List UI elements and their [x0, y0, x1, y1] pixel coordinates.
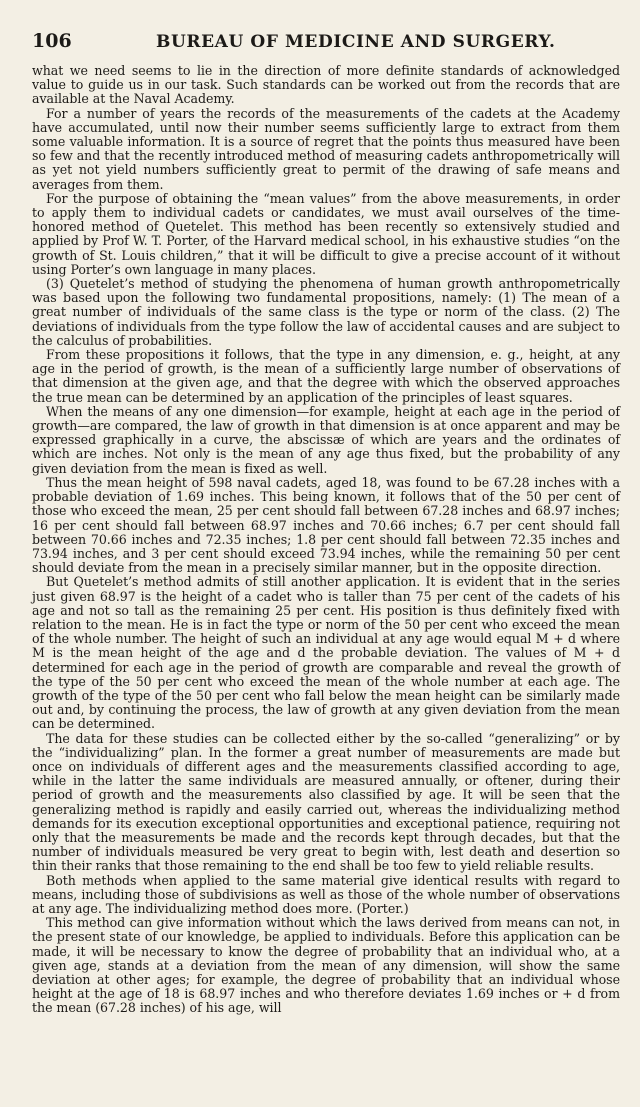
running-head [32, 30, 620, 56]
paragraph: This method can give information without which the laws derived from means can not, in the present state of our knowledge, be applied to individuals. Before this application can be made, it will be necessary to know the degree of probability that an individual who, at a given age, stands at a deviation from the mean of any dimension, will show the same deviation at other ages; for example, the degree of probability that an individual whose height at the age of 18 is 68.97 inches and who therefore deviates 1.69 inches or + d from the mean (67.28 inches) of his age, will [32, 915, 620, 1016]
paragraph: (3) Quetelet’s method of studying the phenomena of human growth anthropometrically was based upon the following two fundamental propositions, namely: (1) The mean of a great number of individuals of the same class is the type or norm of the class. (2) The deviations of individuals from the type follow the law of accidental causes and are subject to the calculus of probabilities. [32, 276, 620, 348]
paragraph: When the means of any one dimension—for example, height at each age in the period of growth—are compared, the law of growth in that dimension is at once apparent and may be expressed graphically in a curve, the abscissæ of which are years and the ordinates of which are inches. Not only is the mean of any age thus fixed, but the probability of any given deviation from the mean is fixed as well. [32, 403, 620, 476]
body-text [32, 64, 620, 1016]
page-number: 106 [32, 30, 72, 52]
paragraph: Both methods when applied to the same material give identical results with regard to means, including those of subdivisions as well as those of the whole number of observations at any age. The individualizing method does more. (Porter.) [32, 872, 620, 916]
paragraph: But Quetelet’s method admits of still another application. It is evident that in the series just given 68.97 is the height of a cadet who is taller than 75 per cent of the cadets of his age and not so tall as the remaining 25 per cent. His position is thus definitely fixed with relation to the mean. He is in fact the type or norm of the 50 per cent who exceed the mean of the whole number. The height of such an individual at any age would equal M + d where M is the mean height of the age and d the probable deviation. The values of M + d determined for each age in the period of growth are comparable and reveal the growth of the type of the 50 per cent who exceed the mean of the whole number at each age. The growth of the type of the 50 per cent who fall below the mean height can be similarly made out and, by continuing the process, the law of growth at any given deviation from the mean can be determined. [32, 574, 620, 732]
paragraph: From these propositions it follows, that the type in any dimension, e. g., height, at any age in the period of growth, is the mean of a sufficiently large number of observations of that dimension at the given age, and that the degree with which the observed approaches the true mean can be determined by an application of the principles of least squares. [32, 347, 620, 405]
running-title: BUREAU OF MEDICINE AND SURGERY. [156, 32, 556, 52]
paragraph: The data for these studies can be collected either by the so-called “generalizing” or by the “individualizing” plan. In the former a great number of measurements are made but once on individuals of different ages and the measurements classified according to age, while in the latter the same individuals are measured annually, or oftener, during their period of growth and the measurements also classified by age. It will be seen that the generalizing method is rapidly and easily carried out, whereas the individualizing method demands for its execution exceptional opportunities and exceptional patience, requiring not only that the measurements be made and the records kept through decades, but that the number of individuals measured be very great to begin with, lest death and desertion so thin their ranks that those remaining to the end shall be too few to yield reliable results. [32, 730, 620, 874]
paragraph: For a number of years the records of the measurements of the cadets at the Academy have accumulated, until now their number seems sufficiently large to extract from them some valuable information. It is a source of regret that the points thus measured have been so few and that the recently introduced method of measuring cadets anthropometrically will as yet not yield numbers sufficiently great to permit of the drawing of safe means and averages from them. [32, 105, 620, 192]
paragraph: For the purpose of obtaining the “mean values” from the above measurements, in order to apply them to individual cadets or candidates, we must avail ourselves of the time-honored method of Quetelet. This method has been recently so extensively studied and applied by Prof W. T. Porter, of the Harvard medical school, in his exhaustive studies “on the growth of St. Louis children,” that it will be difficult to give a precise account of it without using Porter’s own language in many places. [32, 190, 620, 277]
paragraph: Thus the mean height of 598 naval cadets, aged 18, was found to be 67.28 inches with a probable deviation of 1.69 inches. This being known, it follows that of the 50 per cent of those who exceed the mean, 25 per cent should fall between 67.28 inches and 68.97 inches; 16 per cent should fall between 68.97 inches and 70.66 inches; 6.7 per cent should fall between 70.66 inches and 72.35 inches; 1.8 per cent should fall between 72.35 inches and 73.94 inches, and 3 per cent should exceed 73.94 inches, while the remaining 50 per cent should deviate from the mean in a precisely similar manner, but in the opposite direction. [32, 474, 620, 576]
paragraph: what we need seems to lie in the direction of more definite standards of acknowledged value to guide us in our task. Such standards can be worked out from the records that are available at the Naval Academy. [32, 63, 620, 107]
